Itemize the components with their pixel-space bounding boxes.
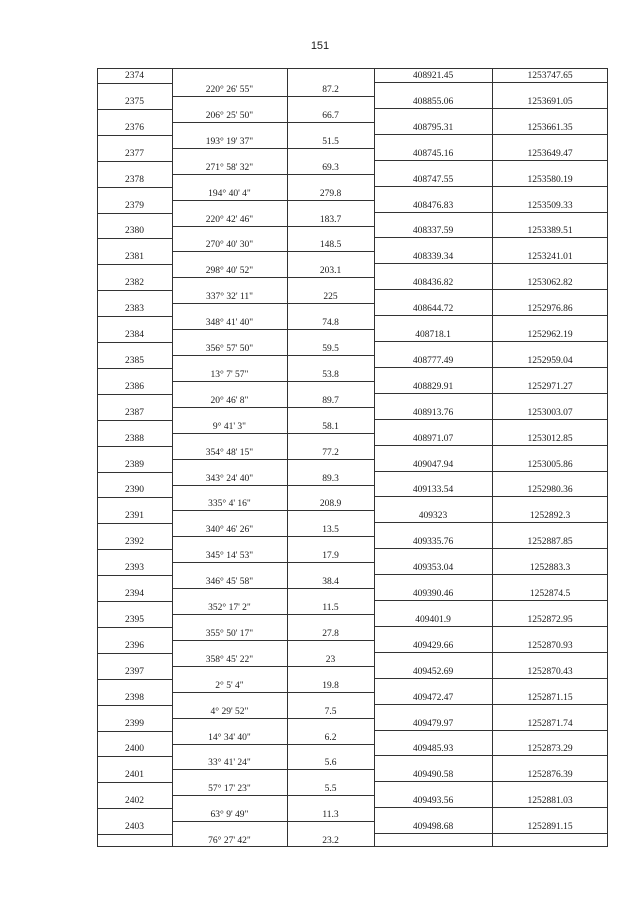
row-divider — [97, 808, 172, 809]
coord-x: 408777.49 — [412, 355, 454, 366]
coord-y: 1253003.07 — [527, 407, 573, 418]
coord-x: 408795.31 — [412, 122, 454, 133]
coord-y: 1252871.74 — [527, 718, 573, 729]
coord-y: 1253062.82 — [527, 278, 573, 289]
segment-divider — [172, 718, 374, 719]
segment-divider — [172, 588, 374, 589]
row-divider — [97, 756, 172, 757]
segment-divider — [172, 769, 374, 770]
bearing: 2° 5' 4" — [215, 680, 244, 691]
coord-y: 1253691.05 — [527, 96, 573, 107]
point-id: 2391 — [125, 511, 144, 522]
coord-x: 408718.1 — [415, 330, 451, 340]
bearing: 57° 17' 23" — [208, 784, 251, 795]
segment-divider — [172, 614, 374, 615]
coord-x: 409429.66 — [412, 640, 454, 651]
coord-x: 408747.55 — [412, 174, 454, 185]
row-divider — [374, 263, 608, 264]
segment-divider — [172, 200, 374, 201]
coord-y: 1253580.19 — [527, 174, 573, 185]
row-divider — [97, 575, 172, 576]
bearing: 298° 40' 52" — [205, 266, 254, 277]
coord-y: 1252976.86 — [527, 304, 573, 315]
coord-x: 409353.04 — [412, 563, 454, 574]
point-id: 2384 — [125, 330, 144, 340]
bearing: 14° 34' 40" — [208, 732, 251, 743]
coord-y: 1253389.51 — [527, 226, 573, 237]
distance: 225 — [323, 292, 338, 303]
coord-x: 409047.94 — [412, 459, 454, 470]
row-divider — [374, 237, 608, 238]
coord-x: 408337.59 — [412, 226, 454, 237]
row-divider — [97, 782, 172, 783]
row-divider — [97, 497, 172, 498]
page-number: 151 — [310, 40, 330, 52]
point-id: 2376 — [125, 122, 144, 133]
row-divider — [374, 341, 608, 342]
coord-y: 1252959.04 — [527, 355, 573, 366]
row-divider — [374, 574, 608, 575]
segment-divider — [172, 407, 374, 408]
row-divider — [97, 316, 172, 317]
segment-divider — [172, 251, 374, 252]
point-id: 2379 — [125, 200, 144, 211]
coord-x: 408913.76 — [412, 407, 454, 418]
bearing: 343° 24' 40" — [205, 473, 254, 484]
row-divider — [97, 653, 172, 654]
row-divider — [374, 367, 608, 368]
distance: 58.1 — [322, 421, 339, 432]
coord-y: 1252887.85 — [527, 537, 573, 548]
segment-divider — [172, 640, 374, 641]
coordinates-table — [97, 68, 608, 847]
distance: 87.2 — [322, 85, 339, 95]
row-divider — [97, 523, 172, 524]
point-id: 2381 — [125, 252, 144, 263]
row-divider — [97, 83, 172, 84]
distance: 13.5 — [322, 525, 339, 536]
bearing: 4° 29' 52" — [210, 706, 249, 717]
row-divider — [374, 82, 608, 83]
coord-x: 409498.68 — [412, 822, 454, 833]
bearing: 352° 17' 2" — [208, 603, 251, 613]
distance: 208.9 — [319, 499, 342, 510]
segment-divider — [172, 329, 374, 330]
point-id: 2400 — [125, 744, 144, 755]
coord-x: 409479.97 — [412, 718, 454, 729]
coord-y: 1253661.35 — [527, 122, 573, 133]
bearing: 20° 46' 8" — [210, 395, 249, 406]
coord-y: 1252876.39 — [527, 770, 573, 781]
row-divider — [374, 315, 608, 316]
coord-y: 1252872.95 — [527, 614, 573, 625]
segment-divider — [172, 485, 374, 486]
row-divider — [374, 445, 608, 446]
coord-y: 1252881.03 — [527, 796, 573, 807]
point-id: 2389 — [125, 459, 144, 470]
bearing: 206° 25' 50" — [205, 110, 254, 121]
row-divider — [374, 186, 608, 187]
coord-x: 409335.76 — [412, 537, 454, 548]
point-id: 2374 — [125, 71, 144, 81]
distance: 66.7 — [322, 110, 339, 121]
bearing: 335° 4' 16" — [208, 499, 251, 510]
coord-y: 1252971.27 — [527, 381, 573, 392]
row-divider — [374, 626, 608, 627]
row-divider — [374, 548, 608, 549]
row-divider — [374, 522, 608, 523]
coord-y: 1253747.65 — [527, 71, 573, 81]
point-id: 2397 — [125, 666, 144, 677]
row-divider — [374, 833, 608, 834]
distance: 5.6 — [324, 758, 337, 769]
coord-x: 408971.07 — [412, 433, 454, 444]
distance: 5.5 — [324, 784, 337, 795]
row-divider — [374, 730, 608, 731]
distance: 89.7 — [322, 395, 339, 406]
row-divider — [97, 187, 172, 188]
coord-y: 1252870.93 — [527, 640, 573, 651]
row-divider — [97, 238, 172, 239]
distance: 19.8 — [322, 680, 339, 691]
row-divider — [97, 549, 172, 550]
row-divider — [374, 678, 608, 679]
distance: 11.5 — [322, 603, 339, 613]
row-divider — [97, 834, 172, 835]
coord-x: 409133.54 — [412, 485, 454, 496]
row-divider — [374, 393, 608, 394]
bearing: 9° 41' 3" — [212, 421, 247, 432]
distance: 59.5 — [322, 344, 339, 354]
point-id: 2375 — [125, 96, 144, 107]
coord-y: 1253005.86 — [527, 459, 573, 470]
bearing: 355° 50' 17" — [205, 628, 254, 639]
segment-divider — [172, 692, 374, 693]
row-divider — [374, 781, 608, 782]
segment-divider — [172, 277, 374, 278]
row-divider — [97, 472, 172, 473]
distance: 6.2 — [324, 732, 337, 743]
row-divider — [374, 652, 608, 653]
bearing: 348° 41' 40" — [205, 318, 254, 329]
row-divider — [374, 471, 608, 472]
coord-y: 1252892.3 — [529, 511, 571, 522]
coord-y: 1253241.01 — [527, 252, 573, 263]
segment-divider — [172, 303, 374, 304]
distance: 203.1 — [319, 266, 342, 277]
segment-divider — [172, 148, 374, 149]
row-divider — [97, 368, 172, 369]
segment-divider — [172, 459, 374, 460]
row-divider — [97, 290, 172, 291]
distance: 89.3 — [322, 473, 339, 484]
point-id: 2402 — [125, 796, 144, 807]
point-id: 2390 — [125, 485, 144, 496]
segment-divider — [172, 821, 374, 822]
row-divider — [374, 108, 608, 109]
row-divider — [97, 679, 172, 680]
bearing: 340° 46' 26" — [205, 525, 254, 536]
distance: 183.7 — [319, 214, 342, 225]
distance: 17.9 — [322, 551, 339, 562]
bearing: 76° 27' 42" — [208, 836, 251, 847]
row-divider — [97, 446, 172, 447]
row-divider — [374, 496, 608, 497]
bearing: 33° 41' 24" — [208, 758, 251, 769]
point-id: 2385 — [125, 355, 144, 366]
coord-y: 1253509.33 — [527, 200, 573, 211]
point-id: 2380 — [125, 226, 144, 237]
bearing: 345° 14' 53" — [205, 551, 254, 562]
row-divider — [97, 394, 172, 395]
row-divider — [97, 342, 172, 343]
point-id: 2377 — [125, 148, 144, 159]
row-divider — [374, 704, 608, 705]
segment-divider — [172, 536, 374, 537]
coord-y: 1252891.15 — [527, 822, 573, 833]
bearing: 358° 45' 22" — [205, 654, 254, 665]
segment-divider — [172, 744, 374, 745]
distance: 69.3 — [322, 162, 339, 173]
point-id: 2393 — [125, 563, 144, 574]
coord-y: 1252980.36 — [527, 485, 573, 496]
point-id: 2388 — [125, 433, 144, 444]
segment-divider — [172, 795, 374, 796]
segment-divider — [172, 510, 374, 511]
point-id: 2403 — [125, 822, 144, 833]
coord-x: 409472.47 — [412, 692, 454, 703]
row-divider — [374, 419, 608, 420]
bearing: 354° 48' 15" — [205, 447, 254, 458]
coord-x: 408339.34 — [412, 252, 454, 263]
row-divider — [374, 755, 608, 756]
coord-y: 1252870.43 — [527, 666, 573, 677]
coord-x: 408829.91 — [412, 381, 454, 392]
coord-x: 409490.58 — [412, 770, 454, 781]
row-divider — [374, 160, 608, 161]
distance: 51.5 — [322, 136, 339, 147]
distance: 27.8 — [322, 628, 339, 639]
distance: 23.2 — [322, 836, 339, 847]
coord-y: 1252871.15 — [527, 692, 573, 703]
coord-y: 1253649.47 — [527, 148, 573, 159]
coord-x: 408476.83 — [412, 200, 454, 211]
point-id: 2387 — [125, 407, 144, 418]
distance: 38.4 — [322, 577, 339, 588]
segment-divider — [172, 122, 374, 123]
row-divider — [97, 731, 172, 732]
row-divider — [97, 161, 172, 162]
point-id: 2386 — [125, 381, 144, 392]
distance: 148.5 — [319, 240, 342, 251]
row-divider — [374, 807, 608, 808]
coord-x: 409452.69 — [412, 666, 454, 677]
coord-y: 1252883.3 — [529, 563, 571, 574]
row-divider — [97, 420, 172, 421]
distance: 11.3 — [322, 810, 339, 821]
point-id: 2394 — [125, 589, 144, 599]
point-id: 2378 — [125, 174, 144, 185]
distance: 53.8 — [322, 369, 339, 380]
segment-divider — [172, 666, 374, 667]
coord-x: 409493.56 — [412, 796, 454, 807]
segment-divider — [172, 174, 374, 175]
bearing: 346° 45' 58" — [205, 577, 254, 588]
row-divider — [97, 213, 172, 214]
row-divider — [97, 264, 172, 265]
coord-x: 408644.72 — [412, 304, 454, 315]
segment-divider — [172, 381, 374, 382]
point-id: 2382 — [125, 278, 144, 289]
row-divider — [97, 601, 172, 602]
segment-divider — [172, 355, 374, 356]
point-id: 2392 — [125, 537, 144, 548]
coord-x: 409323 — [418, 511, 448, 522]
coord-y: 1252962.19 — [527, 330, 573, 340]
point-id: 2396 — [125, 640, 144, 651]
segment-divider — [172, 562, 374, 563]
coord-y: 1253012.85 — [527, 433, 573, 444]
row-divider — [97, 705, 172, 706]
row-divider — [374, 134, 608, 135]
coord-x: 408745.16 — [412, 148, 454, 159]
row-divider — [374, 212, 608, 213]
bearing: 356° 57' 50" — [205, 344, 254, 354]
coord-x: 409390.46 — [412, 589, 454, 599]
distance: 74.8 — [322, 318, 339, 329]
bearing: 193° 19' 37" — [205, 136, 254, 147]
bearing: 270° 40' 30" — [205, 240, 254, 251]
bearing: 271° 58' 32" — [205, 162, 254, 173]
coord-x: 408436.82 — [412, 278, 454, 289]
coord-x: 408855.06 — [412, 96, 454, 107]
segment-divider — [172, 433, 374, 434]
bearing: 13° 7' 57" — [210, 369, 249, 380]
row-divider — [97, 627, 172, 628]
distance: 23 — [325, 654, 336, 665]
coord-x: 409401.9 — [415, 614, 451, 625]
bearing: 337° 32' 11" — [205, 292, 254, 303]
point-id: 2398 — [125, 692, 144, 703]
bearing: 220° 42' 46" — [205, 214, 254, 225]
distance: 279.8 — [319, 188, 342, 199]
coord-y: 1252873.29 — [527, 744, 573, 755]
coord-y: 1252874.5 — [529, 589, 571, 599]
segment-divider — [172, 226, 374, 227]
bearing: 194° 40' 4" — [208, 188, 251, 199]
point-id: 2401 — [125, 770, 144, 781]
distance: 77.2 — [322, 447, 339, 458]
coord-x: 408921.45 — [412, 71, 454, 81]
row-divider — [97, 109, 172, 110]
segment-divider — [172, 96, 374, 97]
row-divider — [374, 289, 608, 290]
distance: 7.5 — [324, 706, 337, 717]
coord-x: 409485.93 — [412, 744, 454, 755]
point-id: 2383 — [125, 304, 144, 315]
point-id: 2395 — [125, 614, 144, 625]
row-divider — [374, 600, 608, 601]
bearing: 63° 9' 49" — [210, 810, 249, 821]
row-divider — [97, 135, 172, 136]
bearing: 220° 26' 55" — [205, 85, 254, 95]
point-id: 2399 — [125, 718, 144, 729]
